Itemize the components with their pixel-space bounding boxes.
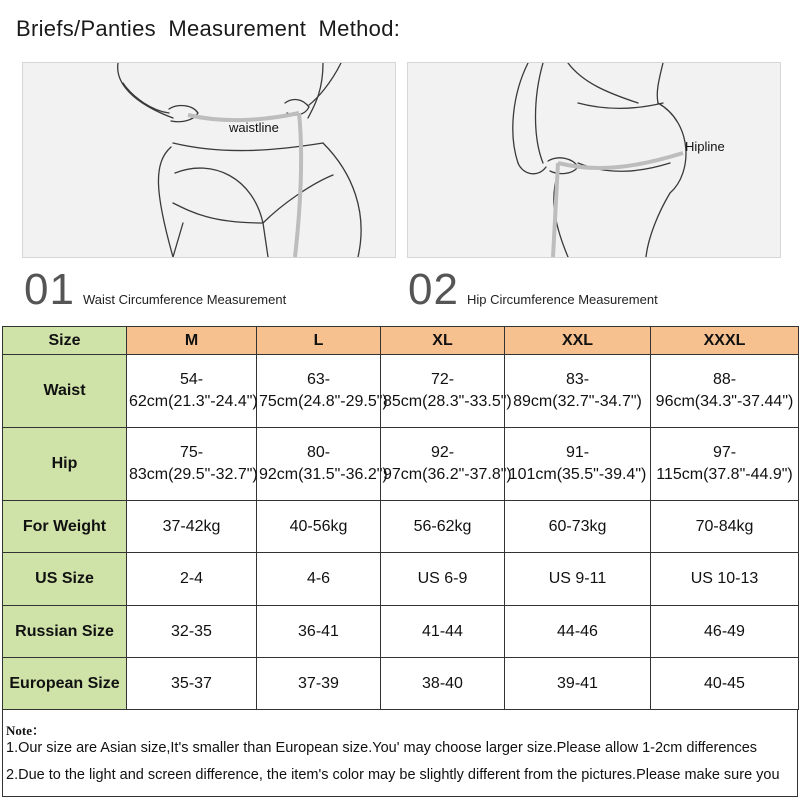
note-line-2: 2.Due to the light and screen difference, the item's color may be slightly different from the pictures.Please make sure you bbox=[6, 767, 780, 783]
table-cell: 97-115cm(37.8"-44.9") bbox=[651, 428, 799, 501]
table-cell: US 9-11 bbox=[505, 553, 651, 606]
waist-illustration bbox=[22, 62, 396, 258]
table-cell: 36-41 bbox=[257, 606, 381, 658]
table-cell: 60-73kg bbox=[505, 501, 651, 553]
table-cell: US 10-13 bbox=[651, 553, 799, 606]
table-corner-header: Size bbox=[3, 327, 127, 355]
notes-title: Note： bbox=[6, 723, 45, 738]
table-cell: 54-62cm(21.3"-24.4") bbox=[127, 355, 257, 428]
row-header: European Size bbox=[3, 658, 127, 710]
size-header: L bbox=[257, 327, 381, 355]
waistline-label: waistline bbox=[229, 120, 279, 135]
table-cell: 35-37 bbox=[127, 658, 257, 710]
table-cell: 39-41 bbox=[505, 658, 651, 710]
step-hip bbox=[408, 265, 658, 314]
size-chart-table bbox=[2, 326, 799, 710]
table-cell: 83-89cm(32.7"-34.7") bbox=[505, 355, 651, 428]
table-cell: US 6-9 bbox=[381, 553, 505, 606]
table-cell: 37-42kg bbox=[127, 501, 257, 553]
row-header: US Size bbox=[3, 553, 127, 606]
table-row bbox=[3, 355, 799, 428]
table-cell: 41-44 bbox=[381, 606, 505, 658]
table-cell: 38-40 bbox=[381, 658, 505, 710]
table-cell: 46-49 bbox=[651, 606, 799, 658]
table-row bbox=[3, 428, 799, 501]
row-header: Hip bbox=[3, 428, 127, 501]
table-cell: 40-56kg bbox=[257, 501, 381, 553]
table-cell: 91-101cm(35.5"-39.4") bbox=[505, 428, 651, 501]
hipline-label: Hipline bbox=[685, 139, 725, 154]
size-header: XL bbox=[381, 327, 505, 355]
notes-box bbox=[2, 710, 798, 797]
table-cell: 2-4 bbox=[127, 553, 257, 606]
table-row bbox=[3, 658, 799, 710]
table-cell: 32-35 bbox=[127, 606, 257, 658]
hip-illustration bbox=[407, 62, 781, 258]
table-cell: 56-62kg bbox=[381, 501, 505, 553]
table-header-row bbox=[3, 327, 799, 355]
step-text: Waist Circumference Measurement bbox=[82, 292, 287, 307]
table-cell: 72-85cm(28.3"-33.5") bbox=[381, 355, 505, 428]
step-number: 02 bbox=[408, 265, 459, 314]
table-cell: 37-39 bbox=[257, 658, 381, 710]
row-header: For Weight bbox=[3, 501, 127, 553]
step-text: Hip Circumference Measurement bbox=[466, 292, 658, 307]
table-cell: 44-46 bbox=[505, 606, 651, 658]
table-cell: 75-83cm(29.5"-32.7") bbox=[127, 428, 257, 501]
table-cell: 63-75cm(24.8"-29.5") bbox=[257, 355, 381, 428]
row-header: Waist bbox=[3, 355, 127, 428]
table-row bbox=[3, 553, 799, 606]
table-cell: 88-96cm(34.3"-37.44") bbox=[651, 355, 799, 428]
table-cell: 40-45 bbox=[651, 658, 799, 710]
page-title: Briefs/Panties Measurement Method: bbox=[16, 16, 401, 41]
size-header: M bbox=[127, 327, 257, 355]
table-row bbox=[3, 606, 799, 658]
row-header: Russian Size bbox=[3, 606, 127, 658]
size-header: XXXL bbox=[651, 327, 799, 355]
table-row bbox=[3, 501, 799, 553]
step-waist bbox=[24, 265, 287, 314]
table-cell: 80-92cm(31.5"-36.2") bbox=[257, 428, 381, 501]
size-header: XXL bbox=[505, 327, 651, 355]
table-cell: 4-6 bbox=[257, 553, 381, 606]
step-number: 01 bbox=[24, 265, 75, 314]
note-line-1: 1.Our size are Asian size,It's smaller than European size.You' may choose larger size.Please allow 1-2cm differences bbox=[6, 740, 758, 756]
table-cell: 70-84kg bbox=[651, 501, 799, 553]
table-cell: 92-97cm(36.2"-37.8") bbox=[381, 428, 505, 501]
